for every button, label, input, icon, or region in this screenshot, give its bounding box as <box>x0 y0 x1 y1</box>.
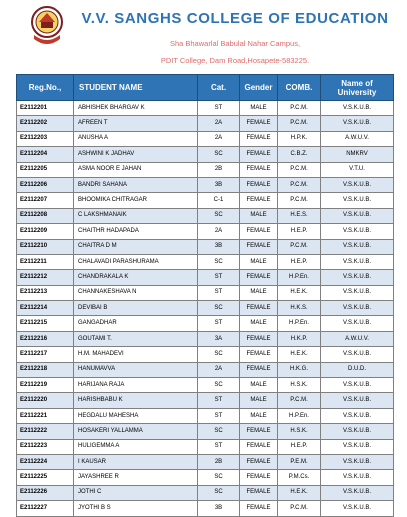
cell-gender: FEMALE <box>240 177 278 192</box>
cell-reg-no: E2112218 <box>17 362 74 377</box>
cell-reg-no: E2112212 <box>17 270 74 285</box>
cell-reg-no: E2112217 <box>17 347 74 362</box>
cell-combination: P.M.Cs. <box>278 470 321 485</box>
cell-gender: FEMALE <box>240 147 278 162</box>
cell-student-name: DEVIBAI B <box>74 301 198 316</box>
cell-university: A.W.U.V. <box>321 131 394 146</box>
cell-combination: H.K.P. <box>278 331 321 346</box>
cell-university: V.S.K.U.B. <box>321 285 394 300</box>
table-row <box>17 424 394 439</box>
cell-reg-no: E2112226 <box>17 485 74 500</box>
cell-gender: FEMALE <box>240 193 278 208</box>
cell-category: 2B <box>198 454 240 469</box>
cell-reg-no: E2112210 <box>17 239 74 254</box>
table-row <box>17 301 394 316</box>
college-title: V.V. SANGHS COLLEGE OF EDUCATION <box>81 10 389 27</box>
table-row <box>17 362 394 377</box>
cell-student-name: I KAUSAR <box>74 454 198 469</box>
cell-university: V.S.K.U.B. <box>321 193 394 208</box>
table-row <box>17 470 394 485</box>
cell-university: V.S.K.U.B. <box>321 316 394 331</box>
cell-reg-no: E2112208 <box>17 208 74 223</box>
cell-reg-no: E2112205 <box>17 162 74 177</box>
cell-gender: MALE <box>240 101 278 116</box>
cell-university: V.S.K.U.B. <box>321 347 394 362</box>
cell-gender: FEMALE <box>240 424 278 439</box>
table-row <box>17 116 394 131</box>
table-row <box>17 347 394 362</box>
table-row <box>17 331 394 346</box>
cell-category: SC <box>198 378 240 393</box>
table-row <box>17 485 394 500</box>
cell-combination: P.C.M. <box>278 193 321 208</box>
cell-university: V.S.K.U.B. <box>321 177 394 192</box>
cell-gender: FEMALE <box>240 347 278 362</box>
cell-student-name: CHANDRAKALA K <box>74 270 198 285</box>
cell-gender: FEMALE <box>240 485 278 500</box>
cell-category: 3B <box>198 177 240 192</box>
cell-reg-no: E2112209 <box>17 224 74 239</box>
cell-university: V.S.K.U.B. <box>321 485 394 500</box>
cell-combination: H.P.En. <box>278 316 321 331</box>
cell-student-name: HULIGEMMA A <box>74 439 198 454</box>
cell-student-name: HARISHBABU K <box>74 393 198 408</box>
cell-category: 2A <box>198 131 240 146</box>
cell-student-name: ANUSHA A <box>74 131 198 146</box>
student-table <box>16 74 394 517</box>
cell-gender: FEMALE <box>240 116 278 131</box>
cell-category: ST <box>198 439 240 454</box>
cell-university: V.S.K.U.B. <box>321 424 394 439</box>
cell-reg-no: E2112227 <box>17 501 74 516</box>
cell-reg-no: E2112215 <box>17 316 74 331</box>
col-header-name: STUDENT NAME <box>74 75 198 101</box>
cell-category: 2A <box>198 116 240 131</box>
cell-combination: H.P.K. <box>278 131 321 146</box>
cell-combination: P.C.M. <box>278 116 321 131</box>
cell-combination: H.P.En. <box>278 408 321 423</box>
cell-student-name: CHAITHR HADAPADA <box>74 224 198 239</box>
cell-category: C-1 <box>198 193 240 208</box>
col-header-university: Name of University <box>321 75 394 101</box>
cell-reg-no: E2112224 <box>17 454 74 469</box>
table-row <box>17 162 394 177</box>
cell-category: SC <box>198 208 240 223</box>
col-header-comb: COMB. <box>278 75 321 101</box>
cell-student-name: C LAKSHMANAIK <box>74 208 198 223</box>
cell-gender: MALE <box>240 208 278 223</box>
table-row <box>17 270 394 285</box>
cell-combination: C.B.Z. <box>278 147 321 162</box>
cell-combination: P.C.M. <box>278 239 321 254</box>
cell-student-name: HOSAKERI YALLAMMA <box>74 424 198 439</box>
campus-line: Sha Bhawarlal Babulal Nahar Campus, <box>169 39 301 48</box>
cell-student-name: GOUTAMI T. <box>74 331 198 346</box>
cell-university: V.S.K.U.B. <box>321 470 394 485</box>
table-row <box>17 101 394 116</box>
table-row <box>17 316 394 331</box>
cell-gender: FEMALE <box>240 439 278 454</box>
table-row <box>17 439 394 454</box>
cell-reg-no: E2112216 <box>17 331 74 346</box>
cell-reg-no: E2112213 <box>17 285 74 300</box>
cell-university: V.S.K.U.B. <box>321 116 394 131</box>
cell-student-name: AFREEN T <box>74 116 198 131</box>
cell-reg-no: E2112203 <box>17 131 74 146</box>
col-header-reg: Reg.No., <box>17 75 74 101</box>
cell-category: ST <box>198 393 240 408</box>
cell-gender: FEMALE <box>240 270 278 285</box>
cell-student-name: H.M. MAHADEVI <box>74 347 198 362</box>
cell-gender: FEMALE <box>240 301 278 316</box>
cell-combination: P.C.M. <box>278 162 321 177</box>
cell-category: SC <box>198 254 240 269</box>
cell-category: 3B <box>198 239 240 254</box>
table-row <box>17 254 394 269</box>
table-row <box>17 393 394 408</box>
cell-category: 3A <box>198 331 240 346</box>
cell-university: D.U.D. <box>321 362 394 377</box>
cell-combination: P.C.M. <box>278 393 321 408</box>
cell-reg-no: E2112211 <box>17 254 74 269</box>
table-row <box>17 501 394 516</box>
cell-student-name: JYOTHI B S <box>74 501 198 516</box>
cell-university: V.S.K.U.B. <box>321 224 394 239</box>
cell-student-name: BHOOMIKA CHITRAGAR <box>74 193 198 208</box>
table-row <box>17 131 394 146</box>
cell-university: V.S.K.U.B. <box>321 501 394 516</box>
cell-reg-no: E2112202 <box>17 116 74 131</box>
cell-university: V.S.K.U.B. <box>321 408 394 423</box>
table-row <box>17 378 394 393</box>
table-row <box>17 147 394 162</box>
cell-combination: H.E.K. <box>278 347 321 362</box>
cell-gender: FEMALE <box>240 362 278 377</box>
cell-gender: FEMALE <box>240 454 278 469</box>
cell-gender: FEMALE <box>240 239 278 254</box>
cell-category: ST <box>198 408 240 423</box>
college-emblem-icon <box>30 5 64 47</box>
cell-combination: P.E.M. <box>278 454 321 469</box>
cell-category: 2A <box>198 362 240 377</box>
cell-reg-no: E2112206 <box>17 177 74 192</box>
cell-university: V.S.K.U.B. <box>321 378 394 393</box>
cell-category: SC <box>198 485 240 500</box>
cell-category: ST <box>198 316 240 331</box>
cell-combination: P.C.M. <box>278 501 321 516</box>
cell-university: V.S.K.U.B. <box>321 239 394 254</box>
cell-combination: H.S.K. <box>278 424 321 439</box>
cell-student-name: CHANNAKESHAVA N <box>74 285 198 300</box>
cell-reg-no: E2112219 <box>17 378 74 393</box>
cell-reg-no: E2112223 <box>17 439 74 454</box>
table-header-row <box>17 75 394 101</box>
cell-student-name: JAYASHREE R <box>74 470 198 485</box>
cell-combination: H.E.K. <box>278 285 321 300</box>
cell-university: V.S.K.U.B. <box>321 439 394 454</box>
cell-reg-no: E2112221 <box>17 408 74 423</box>
cell-category: 2A <box>198 224 240 239</box>
cell-reg-no: E2112201 <box>17 101 74 116</box>
col-header-cat: Cat. <box>198 75 240 101</box>
cell-student-name: CHAITRA D M <box>74 239 198 254</box>
cell-student-name: BANDRI SAHANA <box>74 177 198 192</box>
cell-student-name: JOTHI C <box>74 485 198 500</box>
cell-category: SC <box>198 424 240 439</box>
document-header <box>0 0 407 70</box>
cell-student-name: HEGDALU MAHESHA <box>74 408 198 423</box>
cell-university: NMKRV <box>321 147 394 162</box>
table-row <box>17 285 394 300</box>
cell-category: ST <box>198 101 240 116</box>
cell-category: SC <box>198 347 240 362</box>
cell-university: V.S.K.U.B. <box>321 270 394 285</box>
cell-category: SC <box>198 147 240 162</box>
cell-category: ST <box>198 270 240 285</box>
cell-combination: H.E.K. <box>278 485 321 500</box>
table-row <box>17 224 394 239</box>
cell-university: V.S.K.U.B. <box>321 393 394 408</box>
cell-university: V.T.U. <box>321 162 394 177</box>
cell-reg-no: E2112220 <box>17 393 74 408</box>
table-row <box>17 177 394 192</box>
table-row <box>17 208 394 223</box>
cell-university: V.S.K.U.B. <box>321 454 394 469</box>
cell-gender: MALE <box>240 408 278 423</box>
cell-category: SC <box>198 470 240 485</box>
cell-student-name: ASMA NOOR E JAHAN <box>74 162 198 177</box>
cell-gender: MALE <box>240 393 278 408</box>
table-row <box>17 454 394 469</box>
cell-combination: H.P.En. <box>278 270 321 285</box>
cell-gender: MALE <box>240 316 278 331</box>
cell-university: V.S.K.U.B. <box>321 301 394 316</box>
cell-category: 3B <box>198 501 240 516</box>
cell-university: V.S.K.U.B. <box>321 208 394 223</box>
cell-gender: MALE <box>240 378 278 393</box>
cell-gender: FEMALE <box>240 331 278 346</box>
cell-university: V.S.K.U.B. <box>321 101 394 116</box>
cell-reg-no: E2112214 <box>17 301 74 316</box>
cell-combination: H.E.S. <box>278 208 321 223</box>
cell-student-name: ASHWINI K JADHAV <box>74 147 198 162</box>
cell-student-name: GANGADHAR <box>74 316 198 331</box>
cell-combination: H.E.P. <box>278 439 321 454</box>
cell-reg-no: E2112222 <box>17 424 74 439</box>
cell-gender: FEMALE <box>240 470 278 485</box>
cell-category: SC <box>198 301 240 316</box>
cell-gender: MALE <box>240 285 278 300</box>
cell-combination: H.E.P. <box>278 224 321 239</box>
address-line: PDIT College, Dam Road,Hosapete-583225. <box>160 56 310 65</box>
cell-university: V.S.K.U.B. <box>321 254 394 269</box>
table-row <box>17 193 394 208</box>
cell-student-name: HARIJANA RAJA <box>74 378 198 393</box>
cell-combination: H.K.S. <box>278 301 321 316</box>
cell-gender: FEMALE <box>240 162 278 177</box>
cell-gender: FEMALE <box>240 501 278 516</box>
cell-category: 2B <box>198 162 240 177</box>
cell-reg-no: E2112225 <box>17 470 74 485</box>
cell-category: ST <box>198 285 240 300</box>
cell-student-name: CHALAVADI PARASHURAMA <box>74 254 198 269</box>
cell-combination: H.S.K. <box>278 378 321 393</box>
cell-combination: P.C.M. <box>278 101 321 116</box>
cell-gender: FEMALE <box>240 224 278 239</box>
cell-combination: H.K.G. <box>278 362 321 377</box>
table-row <box>17 239 394 254</box>
cell-gender: MALE <box>240 254 278 269</box>
cell-university: A.W.U.V. <box>321 331 394 346</box>
cell-student-name: ABHISHEK BHARGAV K <box>74 101 198 116</box>
table-row <box>17 408 394 423</box>
cell-reg-no: E2112204 <box>17 147 74 162</box>
cell-combination: H.E.P. <box>278 254 321 269</box>
cell-reg-no: E2112207 <box>17 193 74 208</box>
cell-combination: P.C.M. <box>278 177 321 192</box>
cell-student-name: HANUMAVVA <box>74 362 198 377</box>
cell-gender: FEMALE <box>240 131 278 146</box>
col-header-gender: Gender <box>240 75 278 101</box>
